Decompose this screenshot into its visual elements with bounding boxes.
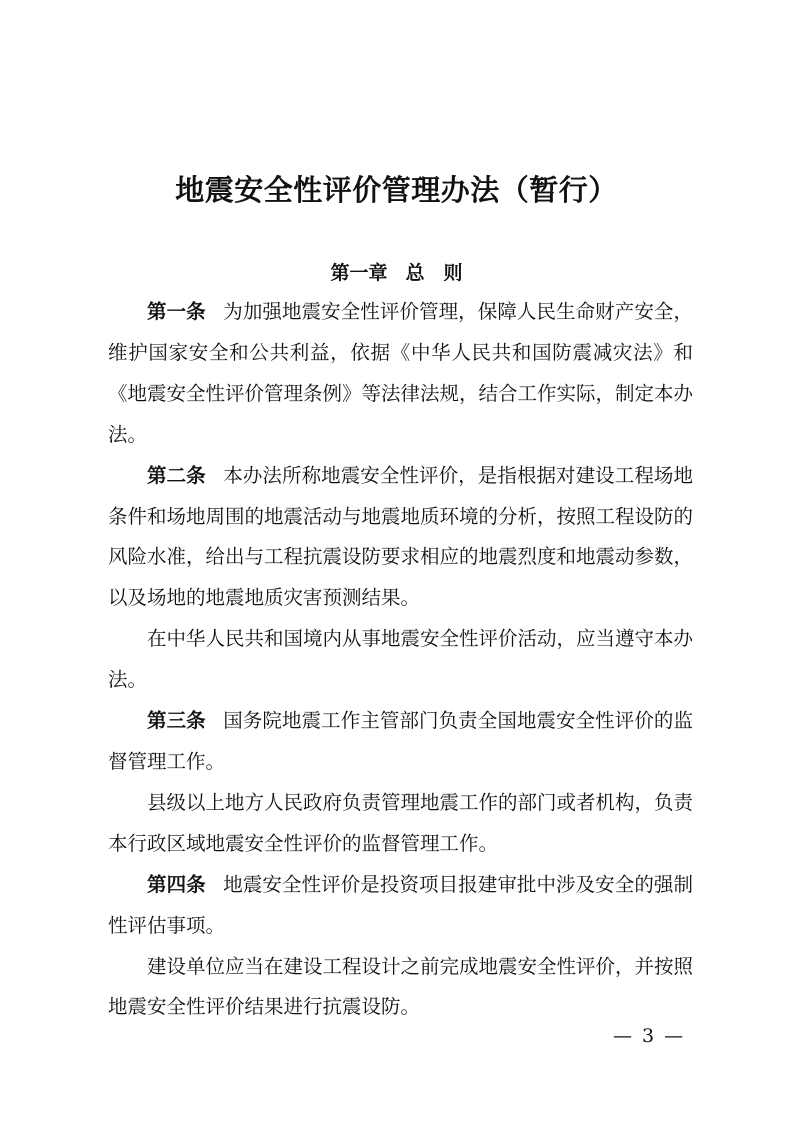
paragraph-text: 建设单位应当在建设工程设计之前完成地震安全性评价，并按照地震安全性评价结果进行抗震设防。 [108, 954, 694, 1019]
article-2-subparagraph [108, 619, 693, 701]
paragraph-text: 为加强地震安全性评价管理，保障人民生命财产安全，维护国家安全和公共利益，依据《中华人民共和国防震减灾法》和《地震安全性评价管理条例》等法律法规，结合工作实际，制定本办法。 [108, 300, 694, 446]
article-4-subparagraph [108, 947, 693, 1029]
article-1-paragraph [108, 292, 693, 456]
article-3-subparagraph [108, 783, 693, 865]
document-body [108, 292, 693, 1028]
page-number: — 3 — [613, 1025, 686, 1047]
article-3-paragraph [108, 701, 693, 783]
chapter-title: 总 则 [405, 262, 463, 284]
article-label: 第四条 [147, 872, 206, 896]
paragraph-text: 地震安全性评价是投资项目报建审批中涉及安全的强制性评估事项。 [108, 872, 693, 937]
article-4-paragraph [108, 865, 693, 947]
chapter-heading [0, 258, 793, 285]
article-label: 第三条 [147, 709, 206, 733]
chapter-number: 第一章 [330, 262, 388, 284]
paragraph-text: 在中华人民共和国境内从事地震安全性评价活动，应当遵守本办法。 [108, 627, 694, 692]
paragraph-text: 县级以上地方人民政府负责管理地震工作的部门或者机构，负责本行政区域地震安全性评价的监督管理工作。 [108, 790, 694, 855]
paragraph-text: 本办法所称地震安全性评价，是指根据对建设工程场地条件和场地周围的地震活动与地震地质环境的分析，按照工程设防的风险水准，给出与工程抗震设防要求相应的地震烈度和地震动参数，以及场地的地震地质灾害预测结果。 [108, 463, 694, 610]
article-2-paragraph [108, 456, 693, 620]
article-label: 第二条 [147, 463, 206, 487]
article-label: 第一条 [147, 300, 206, 323]
document-title: 地震安全性评价管理办法（暂行） [175, 173, 618, 207]
paragraph-text: 国务院地震工作主管部门负责全国地震安全性评价的监督管理工作。 [108, 709, 693, 773]
